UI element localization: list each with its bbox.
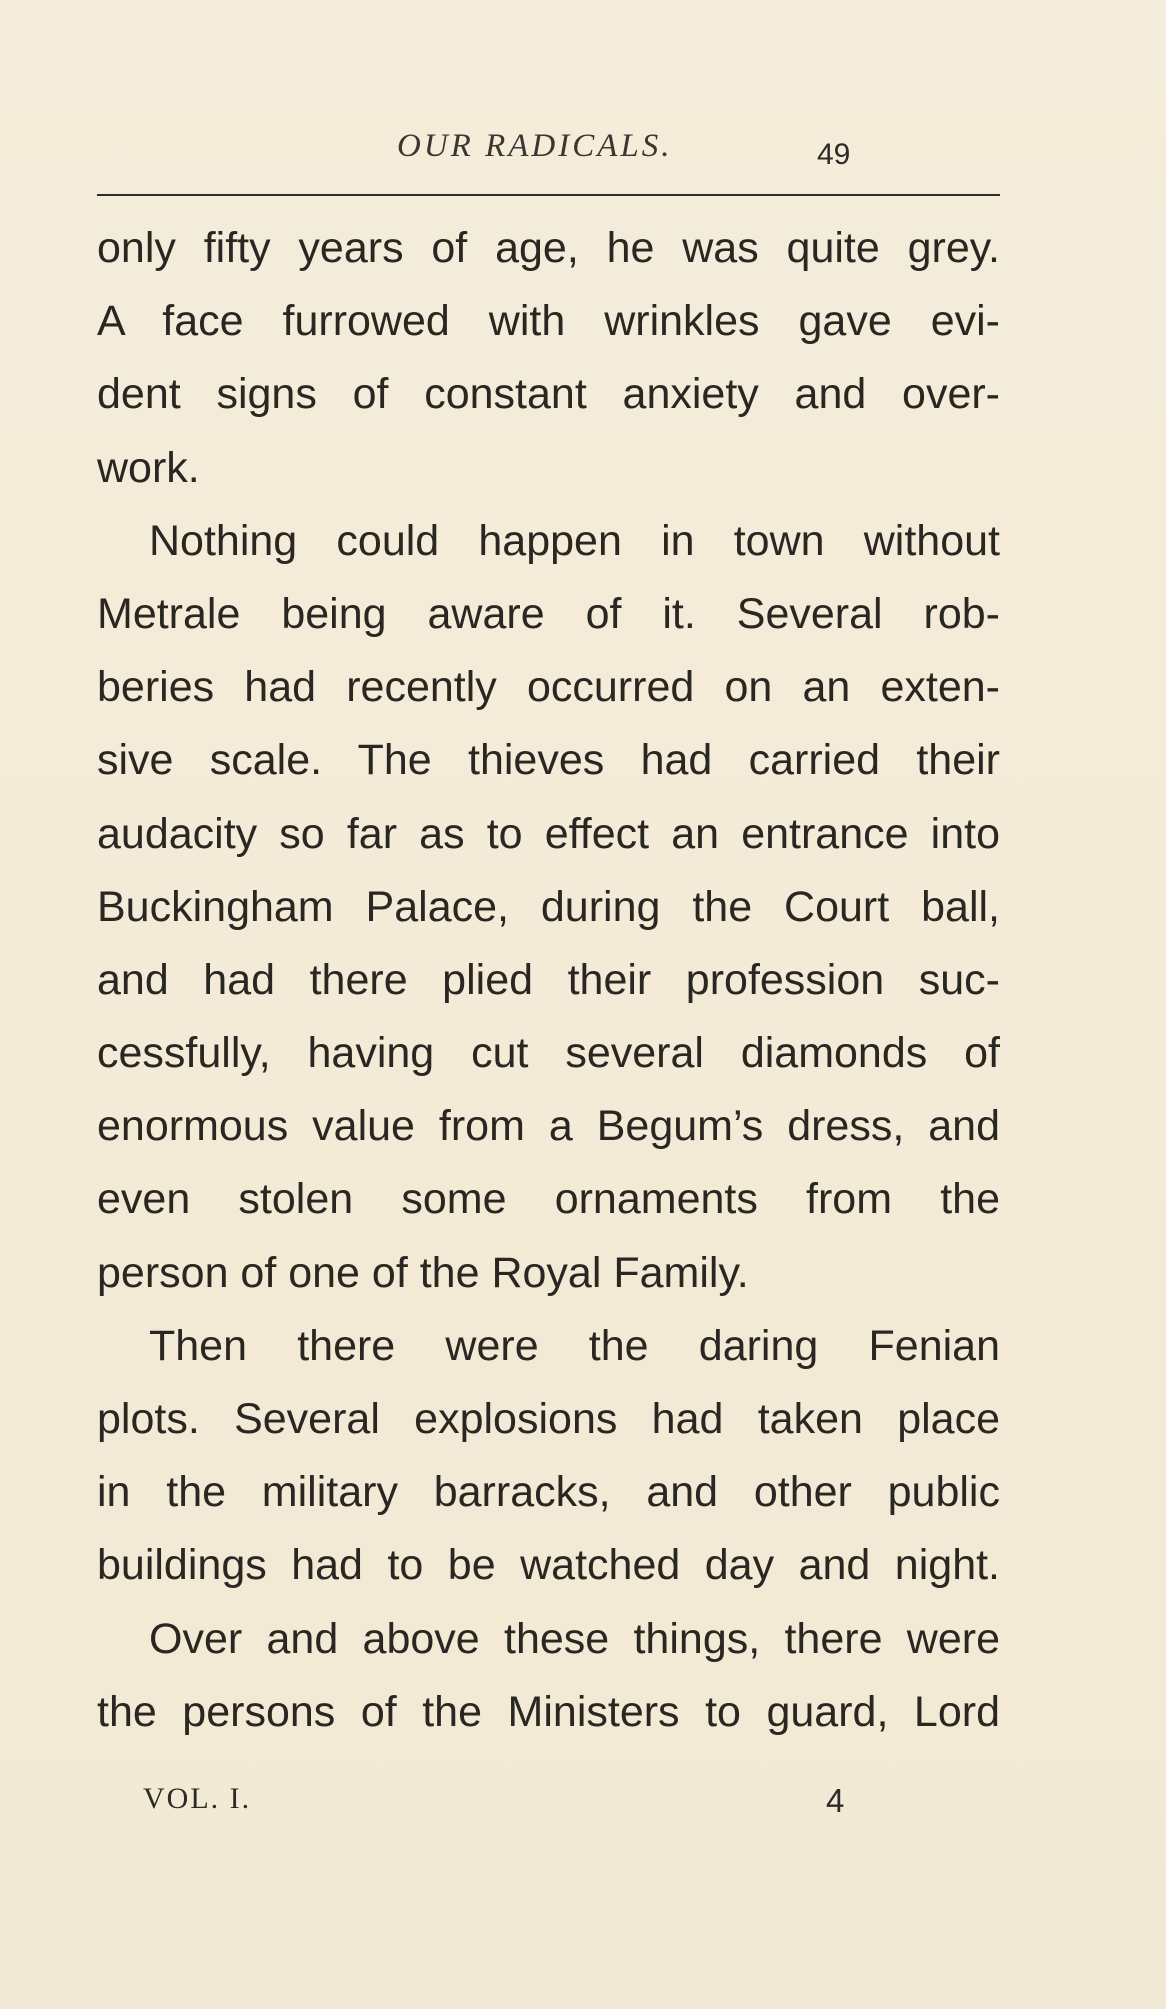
body-text [97, 212, 1000, 1749]
text-line: Then there were the daring Fenian [149, 1321, 1000, 1370]
signature-number: 4 [826, 1782, 845, 1819]
header-rule [97, 194, 1000, 196]
page-number: 49 [817, 138, 851, 171]
text-line: dent signs of constant anxiety and over- [97, 370, 1000, 419]
text-line: Metrale being aware of it. Several rob- [97, 589, 1000, 638]
text-line: Buckingham Palace, during the Court ball, [97, 882, 1000, 931]
text-line: audacity so far as to effect an entrance into [97, 809, 1000, 858]
text-line: only fifty years of age, he was quite grey. [97, 224, 1000, 272]
text-line: the persons of the Ministers to guard, Lord [97, 1687, 1000, 1736]
text-line: and had there plied their profession suc- [97, 955, 1000, 1004]
text-line: Nothing could happen in town without [149, 516, 1000, 565]
running-head [97, 128, 997, 178]
text-line: Over and above these things, there were [149, 1614, 1000, 1663]
text-line: plots. Several explosions had taken place [97, 1395, 1000, 1443]
text-line: even stolen some ornaments from the [97, 1175, 1000, 1224]
text-line: A face furrowed with wrinkles gave evi- [97, 297, 1000, 346]
text-line: beries had recently occurred on an exten- [97, 663, 1000, 712]
text-line: enormous value from a Begum’s dress, and [97, 1102, 1000, 1151]
text-line: in the military barracks, and other public [97, 1468, 1000, 1517]
volume-signature: VOL. I. [143, 1782, 252, 1815]
text-line: work. [97, 443, 200, 492]
running-title: OUR RADICALS. [397, 128, 673, 164]
text-line: person of one of the Royal Family. [97, 1248, 749, 1297]
text-line: cessfully, having cut several diamonds of [97, 1029, 1000, 1078]
footer [143, 1782, 943, 1832]
text-line: sive scale. The thieves had carried their [97, 736, 1000, 785]
text-line: buildings had to be watched day and night. [97, 1541, 1000, 1590]
